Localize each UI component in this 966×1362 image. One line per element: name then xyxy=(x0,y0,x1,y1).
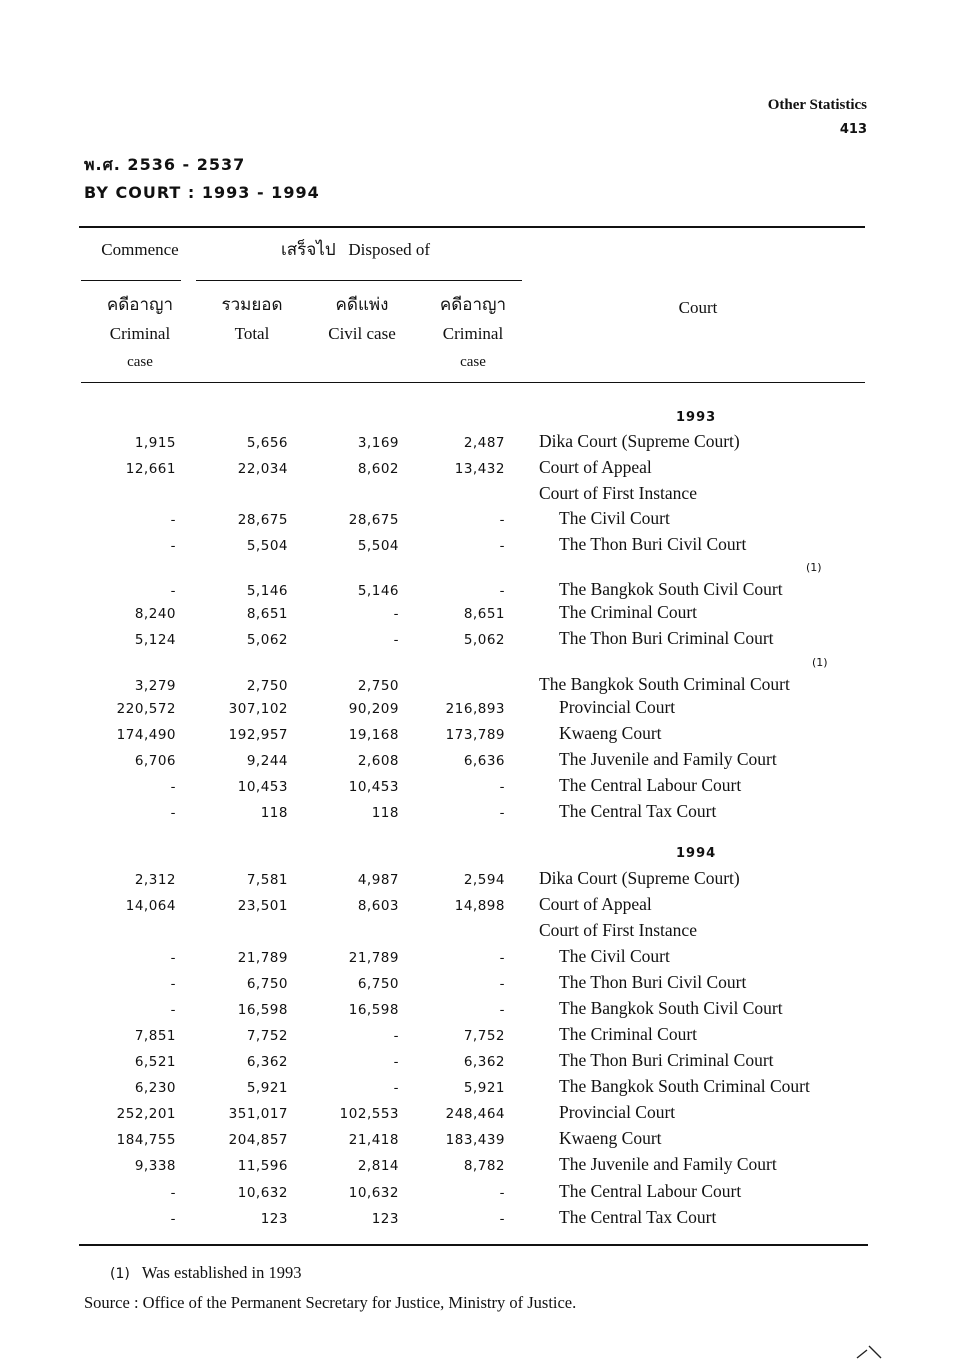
court-name: The Bangkok South Civil Court xyxy=(559,579,783,599)
cell-c1: 5,124 xyxy=(134,632,176,648)
year-header: 1993 xyxy=(676,410,717,425)
cell-c3: 21,789 xyxy=(348,950,399,966)
cell-c3: 16,598 xyxy=(348,1002,399,1018)
disposed-header-thai: เสร็จไป xyxy=(281,240,336,259)
cell-c4: - xyxy=(499,779,505,795)
cell-c3: 5,146 xyxy=(357,583,399,599)
col4-line2: Criminal xyxy=(442,324,504,343)
cell-c4: 248,464 xyxy=(445,1106,505,1122)
cell-c2: 11,596 xyxy=(237,1158,288,1174)
court-name: Kwaeng Court xyxy=(559,723,662,743)
cell-c3: - xyxy=(393,632,399,648)
cell-c1: - xyxy=(170,976,176,992)
cell-c4: - xyxy=(499,538,505,554)
court-name: The Bangkok South Criminal Court xyxy=(559,1076,810,1096)
footnote-ref: (1) xyxy=(806,561,822,574)
cell-c1: - xyxy=(170,1211,176,1227)
col4-line1: คดีอาญา xyxy=(439,295,507,314)
cell-c4: 2,594 xyxy=(463,872,505,888)
cell-c1: 174,490 xyxy=(116,727,176,743)
cell-c2: 5,062 xyxy=(246,632,288,648)
cell-c3: 2,750 xyxy=(357,678,399,694)
court-name: The Civil Court xyxy=(559,508,670,528)
cell-c4: - xyxy=(499,583,505,599)
table-bottom-rule xyxy=(79,1244,868,1246)
court-name: The Juvenile and Family Court xyxy=(559,749,777,769)
cell-c3: 90,209 xyxy=(348,701,399,717)
footnote-marker: (1) xyxy=(110,1266,130,1282)
cell-c2: 7,581 xyxy=(246,872,288,888)
cell-c3: 8,603 xyxy=(357,898,399,914)
cell-c2: 118 xyxy=(260,805,288,821)
cell-c2: 6,750 xyxy=(246,976,288,992)
cell-c2: 307,102 xyxy=(228,701,288,717)
court-name: Court of First Instance xyxy=(539,920,697,940)
cell-c2: 351,017 xyxy=(228,1106,288,1122)
cell-c3: 28,675 xyxy=(348,512,399,528)
commence-header: Commence xyxy=(101,240,179,259)
cell-c1: - xyxy=(170,950,176,966)
footnote-ref: (1) xyxy=(812,656,828,669)
cell-c1: 2,312 xyxy=(134,872,176,888)
col-court-header: Court xyxy=(678,298,718,317)
cell-c2: 28,675 xyxy=(237,512,288,528)
cell-c1: 14,064 xyxy=(125,898,176,914)
cell-c3: 123 xyxy=(371,1211,399,1227)
court-name: Court of Appeal xyxy=(539,457,652,477)
cell-c3: 19,168 xyxy=(348,727,399,743)
cell-c2: 5,921 xyxy=(246,1080,288,1096)
cell-c3: - xyxy=(393,1028,399,1044)
court-name: Provincial Court xyxy=(559,1102,676,1122)
cell-c4: 2,487 xyxy=(463,435,505,451)
court-name: The Juvenile and Family Court xyxy=(559,1154,777,1174)
cell-c1: - xyxy=(170,512,176,528)
cell-c3: 102,553 xyxy=(339,1106,399,1122)
court-name: The Central Tax Court xyxy=(559,1207,717,1227)
court-name: The Thon Buri Criminal Court xyxy=(559,628,774,648)
disposed-header xyxy=(281,235,430,264)
court-name: The Thon Buri Civil Court xyxy=(559,972,747,992)
disposed-header-english: Disposed of xyxy=(348,240,431,259)
cell-c1: 184,755 xyxy=(116,1132,176,1148)
cell-c2: 16,598 xyxy=(237,1002,288,1018)
cell-c1: 9,338 xyxy=(134,1158,176,1174)
cell-c3: 8,602 xyxy=(357,461,399,477)
cell-c3: 10,632 xyxy=(348,1185,399,1201)
court-name: Court of First Instance xyxy=(539,483,697,503)
cell-c3: - xyxy=(393,1080,399,1096)
court-name: The Central Labour Court xyxy=(559,1181,742,1201)
running-header: Other Statistics xyxy=(767,97,867,113)
col-disposed-criminal-header xyxy=(418,290,528,377)
cell-c2: 5,146 xyxy=(246,583,288,599)
court-name: The Criminal Court xyxy=(559,1024,698,1044)
cell-c3: 4,987 xyxy=(357,872,399,888)
cell-c4: - xyxy=(499,1185,505,1201)
title-english: BY COURT : 1993 - 1994 xyxy=(84,183,320,202)
court-name: Dika Court (Supreme Court) xyxy=(539,431,740,451)
cell-c3: 5,504 xyxy=(357,538,399,554)
cell-c1: 8,240 xyxy=(134,606,176,622)
cell-c3: 2,608 xyxy=(357,753,399,769)
cell-c3: 6,750 xyxy=(357,976,399,992)
cell-c1: - xyxy=(170,538,176,554)
cell-c4: - xyxy=(499,1211,505,1227)
cell-c1: - xyxy=(170,805,176,821)
cell-c4: 6,636 xyxy=(463,753,505,769)
col3-line2: Civil case xyxy=(328,324,396,343)
col1-line3: case xyxy=(127,354,153,370)
cell-c1: 6,521 xyxy=(134,1054,176,1070)
cell-c2: 204,857 xyxy=(228,1132,288,1148)
cell-c1: 252,201 xyxy=(116,1106,176,1122)
cell-c4: 5,062 xyxy=(463,632,505,648)
cell-c3: - xyxy=(393,1054,399,1070)
court-name: The Civil Court xyxy=(559,946,670,966)
cell-c4: - xyxy=(499,1002,505,1018)
cell-c4: 216,893 xyxy=(445,701,505,717)
cell-c3: 2,814 xyxy=(357,1158,399,1174)
cell-c4: 183,439 xyxy=(445,1132,505,1148)
table-top-rule xyxy=(79,226,865,228)
cell-c2: 10,453 xyxy=(237,779,288,795)
cell-c1: 7,851 xyxy=(134,1028,176,1044)
footnote xyxy=(110,1263,301,1283)
court-name: The Thon Buri Criminal Court xyxy=(559,1050,774,1070)
cell-c2: 7,752 xyxy=(246,1028,288,1044)
col1-line2: Criminal xyxy=(109,324,171,343)
cell-c1: - xyxy=(170,779,176,795)
cell-c2: 123 xyxy=(260,1211,288,1227)
cell-c4: 13,432 xyxy=(454,461,505,477)
court-name: The Bangkok South Criminal Court xyxy=(539,674,790,694)
cell-c1: 220,572 xyxy=(116,701,176,717)
col2-line1: รวมยอด xyxy=(221,295,283,314)
cell-c3: 3,169 xyxy=(357,435,399,451)
cell-c4: - xyxy=(499,805,505,821)
cell-c2: 8,651 xyxy=(246,606,288,622)
cell-c4: - xyxy=(499,950,505,966)
cell-c3: 118 xyxy=(371,805,399,821)
cell-c4: 8,651 xyxy=(463,606,505,622)
cell-c1: - xyxy=(170,583,176,599)
cell-c1: 6,706 xyxy=(134,753,176,769)
court-name: Provincial Court xyxy=(559,697,676,717)
cell-c4: 173,789 xyxy=(445,727,505,743)
col3-line1: คดีแพ่ง xyxy=(335,295,389,314)
court-name: The Criminal Court xyxy=(559,602,698,622)
page-corner-mark xyxy=(855,1340,889,1362)
cell-c3: 21,418 xyxy=(348,1132,399,1148)
col-total-header xyxy=(198,290,306,348)
cell-c2: 192,957 xyxy=(228,727,288,743)
col2-line2: Total xyxy=(234,324,270,343)
cell-c1: 12,661 xyxy=(125,461,176,477)
cell-c2: 5,504 xyxy=(246,538,288,554)
court-name: The Central Tax Court xyxy=(559,801,717,821)
title-thai: พ.ศ. 2536 - 2537 xyxy=(84,155,246,174)
year-header: 1994 xyxy=(676,846,717,861)
cell-c1: 3,279 xyxy=(134,678,176,694)
cell-c2: 6,362 xyxy=(246,1054,288,1070)
col1-line1: คดีอาญา xyxy=(106,295,174,314)
cell-c2: 9,244 xyxy=(246,753,288,769)
cell-c2: 21,789 xyxy=(237,950,288,966)
cell-c4: 6,362 xyxy=(463,1054,505,1070)
cell-c4: 5,921 xyxy=(463,1080,505,1096)
cell-c3: - xyxy=(393,606,399,622)
cell-c4: 7,752 xyxy=(463,1028,505,1044)
page-number: 413 xyxy=(839,122,867,137)
court-name: Court of Appeal xyxy=(539,894,652,914)
cell-c2: 2,750 xyxy=(246,678,288,694)
court-name: Dika Court (Supreme Court) xyxy=(539,868,740,888)
cell-c4: 8,782 xyxy=(463,1158,505,1174)
cell-c4: 14,898 xyxy=(454,898,505,914)
disposed-underline xyxy=(196,280,522,281)
cell-c2: 10,632 xyxy=(237,1185,288,1201)
cell-c4: - xyxy=(499,976,505,992)
header-bottom-rule xyxy=(81,382,865,383)
cell-c3: 10,453 xyxy=(348,779,399,795)
source-note: Source : Office of the Permanent Secretary for Justice, Ministry of Justice. xyxy=(84,1293,577,1312)
cell-c2: 5,656 xyxy=(246,435,288,451)
footnote-text: Was established in 1993 xyxy=(141,1263,302,1282)
commence-underline xyxy=(81,280,181,281)
col-civil-header xyxy=(306,290,418,348)
cell-c1: 6,230 xyxy=(134,1080,176,1096)
cell-c1: - xyxy=(170,1002,176,1018)
cell-c2: 23,501 xyxy=(237,898,288,914)
col-commence-criminal-header xyxy=(82,290,198,377)
col4-line3: case xyxy=(460,354,486,370)
court-name: The Central Labour Court xyxy=(559,775,742,795)
cell-c2: 22,034 xyxy=(237,461,288,477)
court-name: The Bangkok South Civil Court xyxy=(559,998,783,1018)
cell-c1: 1,915 xyxy=(134,435,176,451)
cell-c1: - xyxy=(170,1185,176,1201)
cell-c4: - xyxy=(499,512,505,528)
court-name: Kwaeng Court xyxy=(559,1128,662,1148)
court-name: The Thon Buri Civil Court xyxy=(559,534,747,554)
